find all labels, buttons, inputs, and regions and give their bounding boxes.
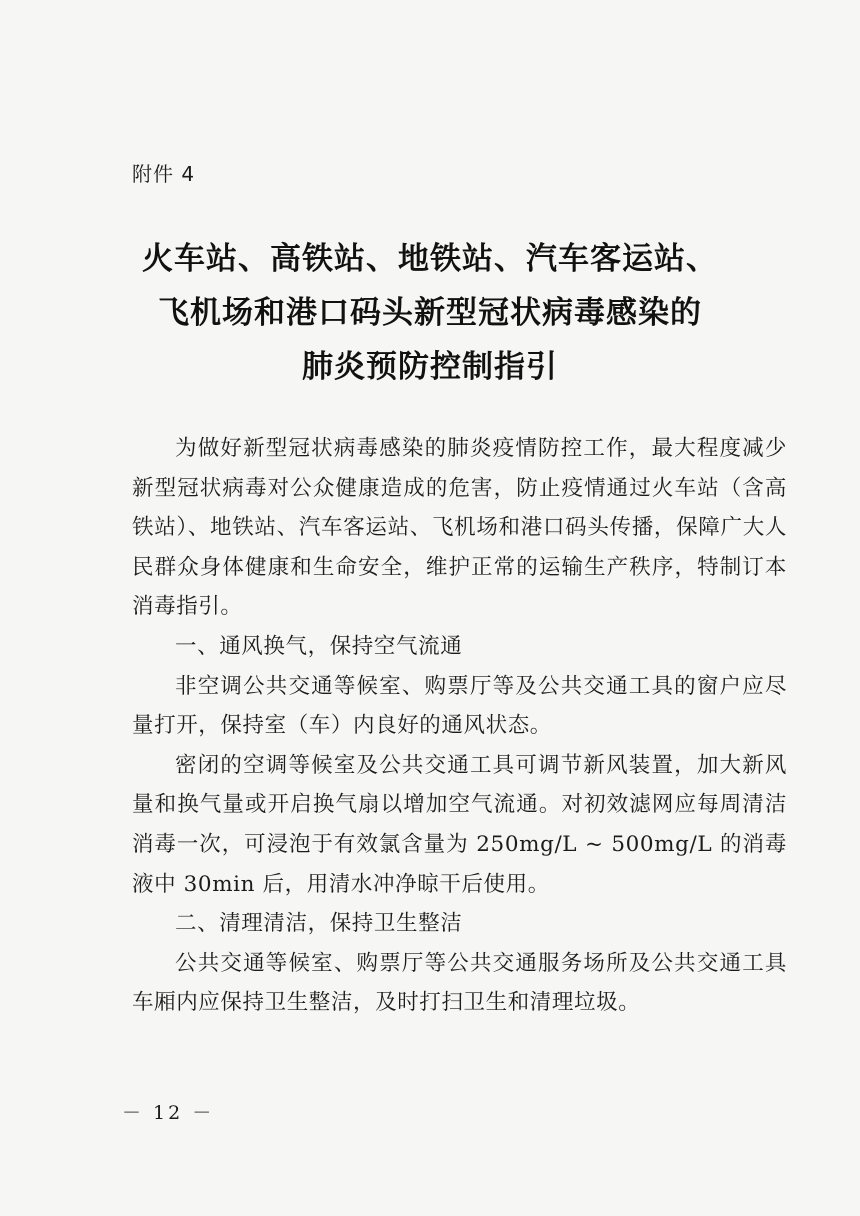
section-heading-ventilation: 一、通风换气，保持空气流通 <box>175 633 463 659</box>
title-line-3: 肺炎预防控制指引 <box>302 349 558 385</box>
attachment-label: 附件 4 <box>132 162 196 186</box>
page-number: － 12 － <box>122 1102 215 1124</box>
title-line-1: 火车站、高铁站、地铁站、汽车客运站、 <box>142 241 718 277</box>
intro-paragraph: 为做好新型冠状病毒感染的肺炎疫情防控工作，最大程度减少新型冠状病毒对公众健康造成的危害，防止疫情通过火车站（含高铁站）、地铁站、汽车客运站、飞机场和港口码头传播，保障广大人民群众身体健康和生命安全，维护正常的运输生产秩序，特制订本消毒指引。 <box>132 436 787 620</box>
ventilation-paragraph-1: 非空调公共交通等候室、购票厅等及公共交通工具的窗户应尽量打开，保持室（车）内良好的通风状态。 <box>132 673 787 739</box>
cleaning-paragraph-1: 公共交通等候室、购票厅等公共交通服务场所及公共交通工具车厢内应保持卫生整洁，及时打扫卫生和清理垃圾。 <box>132 950 787 1016</box>
title-line-2: 飞机场和港口码头新型冠状病毒感染的 <box>158 295 702 331</box>
document-body <box>132 429 787 1023</box>
ventilation-paragraph-2: 密闭的空调等候室及公共交通工具可调节新风装置，加大新风量和换气量或开启换气扇以增加空气流通。对初效滤网应每周清洁消毒一次，可浸泡于有效氯含量为 250mg/L ~ 500mg/L 的消毒液中 30min 后，用清水冲净晾干后使用。 <box>132 752 787 897</box>
section-heading-cleaning: 二、清理清洁，保持卫生整洁 <box>175 911 463 937</box>
document-title <box>110 232 750 394</box>
